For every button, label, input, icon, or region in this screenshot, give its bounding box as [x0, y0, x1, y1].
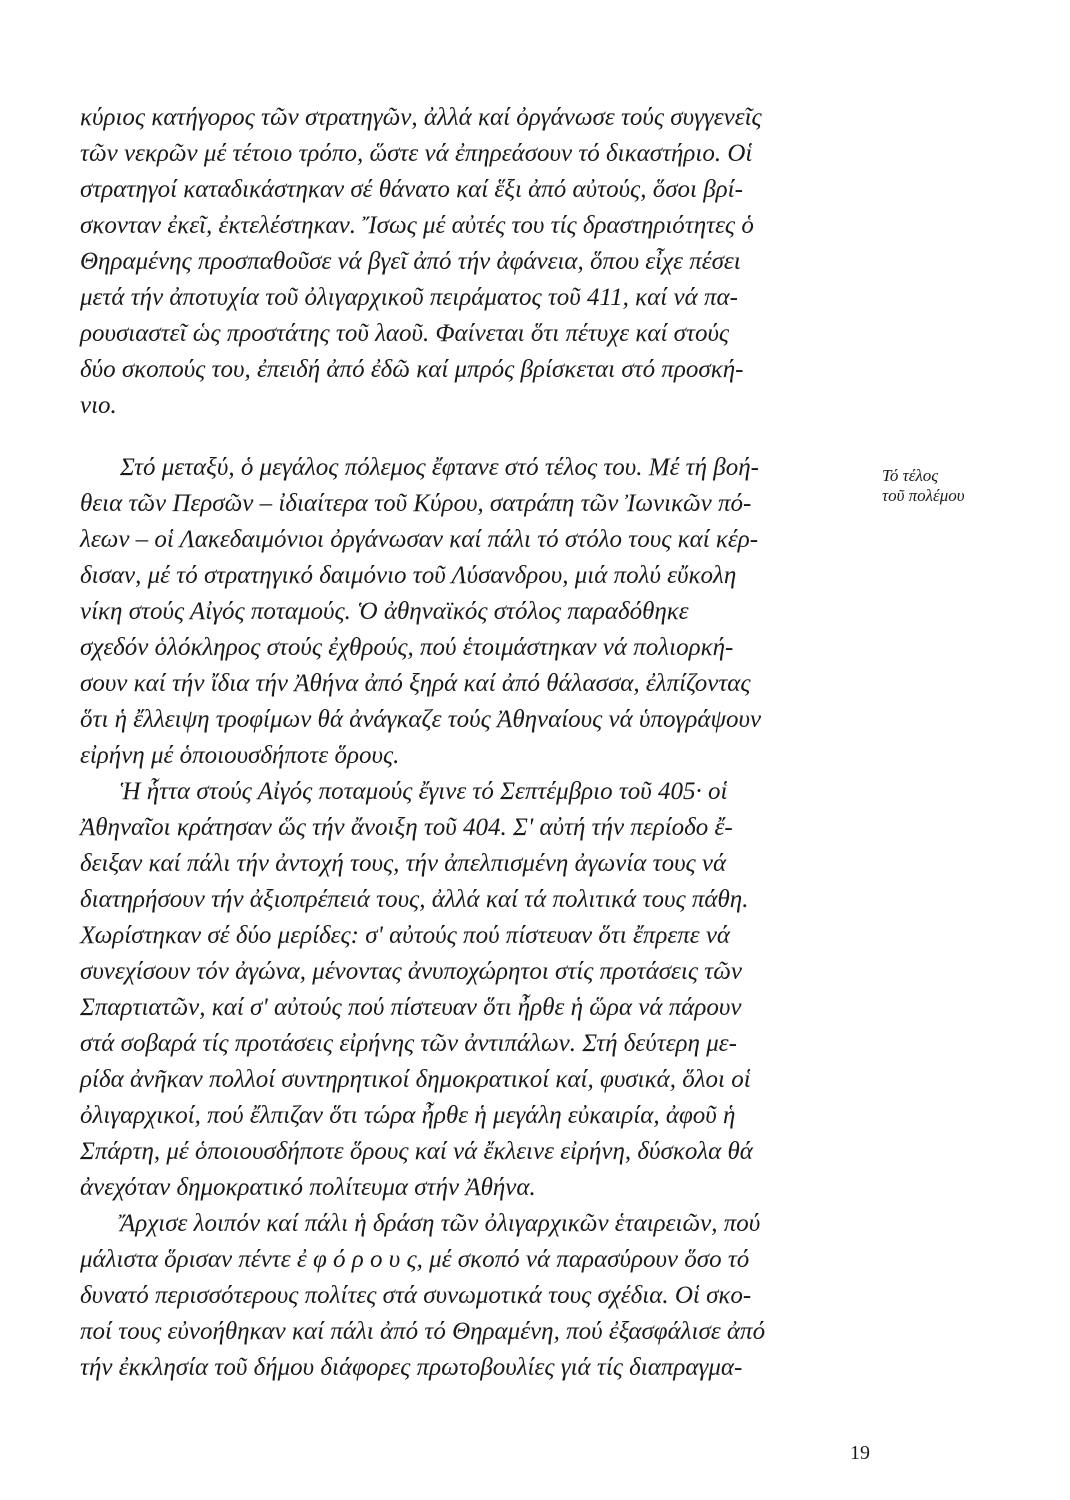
- text-line: σχεδόν ὁλόκληρος στούς ἐχθρούς, πού ἑτοιμάστηκαν νά πολιορκή-: [80, 634, 734, 661]
- text-line: θεια τῶν Περσῶν – ἰδιαίτερα τοῦ Κύρου, σατράπη τῶν Ἰωνικῶν πό-: [80, 490, 752, 517]
- text-line: Σπαρτιατῶν, καί σ' αὐτούς πού πίστευαν ὅτι ἦρθε ἡ ὥρα νά πάρουν: [80, 994, 742, 1021]
- text-line: Θηραμένης προσπαθοῦσε νά βγεῖ ἀπό τήν ἀφάνεια, ὅπου εἶχε πέσει: [80, 248, 741, 275]
- text-line: μάλιστα ὅρισαν πέντε ἐ φ ό ρ ο υ ς, μέ σκοπό νά παρασύρουν ὅσο τό: [80, 1246, 750, 1273]
- text-line: σουν καί τήν ἴδια τήν Ἀθήνα ἀπό ξηρά καί ἀπό θάλασσα, ἐλπίζοντας: [80, 670, 751, 697]
- text-line: Ἡ ἧττα στούς Αἰγός ποταμούς ἔγινε τό Σεπτέμβριο τοῦ 405· οἱ: [120, 778, 728, 805]
- text-line: συνεχίσουν τόν ἀγώνα, μένοντας ἀνυποχώρητοι στίς προτάσεις τῶν: [80, 958, 742, 985]
- text-line: εἰρήνη μέ ὁποιουσδήποτε ὅρους.: [80, 742, 400, 769]
- margin-note-line: Τό τέλος: [882, 466, 939, 485]
- text-line: μετά τήν ἀποτυχία τοῦ ὀλιγαρχικοῦ πειράματος τοῦ 411, καί νά πα-: [80, 284, 738, 311]
- text-line: τήν ἐκκλησία τοῦ δήμου διάφορες πρωτοβουλίες γιά τίς διαπραγμα-: [80, 1354, 743, 1381]
- text-line: ποί τους εὐνοήθηκαν καί πάλι ἀπό τό Θηραμένη, πού ἐξασφάλισε ἀπό: [80, 1318, 766, 1345]
- text-line: δύο σκοπούς του, ἐπειδή ἀπό ἐδῶ καί μπρός βρίσκεται στό προσκή-: [80, 356, 744, 383]
- text-line: τῶν νεκρῶν μέ τέτοιο τρόπο, ὥστε νά ἐπηρεάσουν τό δικαστήριο. Οἱ: [80, 140, 753, 167]
- text-line: ὀλιγαρχικοί, πού ἔλπιζαν ὅτι τώρα ἦρθε ἡ μεγάλη εὐκαιρία, ἀφοῦ ἡ: [80, 1102, 736, 1129]
- text-line: λεων – οἱ Λακεδαιμόνιοι ὀργάνωσαν καί πάλι τό στόλο τους καί κέρ-: [80, 526, 759, 553]
- text-line: νίκη στούς Αἰγός ποταμούς. Ὁ ἀθηναϊκός στόλος παραδόθηκε: [80, 598, 689, 625]
- text-line: κύριος κατήγορος τῶν στρατηγῶν, ἀλλά καί ὀργάνωσε τούς συγγενεῖς: [80, 104, 762, 131]
- text-line: ρουσιαστεῖ ὡς προστάτης τοῦ λαοῦ. Φαίνεται ὅτι πέτυχε καί στούς: [80, 320, 730, 347]
- text-line: νιο.: [80, 392, 117, 419]
- text-line: στρατηγοί καταδικάστηκαν σέ θάνατο καί ἕξι ἀπό αὐτούς, ὅσοι βρί-: [80, 176, 743, 203]
- main-text: [80, 100, 870, 1386]
- text-line: Σπάρτη, μέ ὁποιουσδήποτε ὅρους καί νά ἔκλεινε εἰρήνη, δύσκολα θά: [80, 1138, 753, 1165]
- text-line: δισαν, μέ τό στρατηγικό δαιμόνιο τοῦ Λύσανδρου, μιά πολύ εὔκολη: [80, 562, 737, 589]
- text-line: ὅτι ἡ ἔλλειψη τροφίμων θά ἀνάγκαζε τούς Ἀθηναίους νά ὑπογράψουν: [80, 706, 762, 733]
- text-line: Στό μεταξύ, ὁ μεγάλος πόλεμος ἔφτανε στό τέλος του. Μέ τή βοή-: [120, 454, 759, 481]
- margin-note: [882, 466, 1012, 506]
- page-number: 19: [850, 1442, 870, 1464]
- text-line: ρίδα ἀνῆκαν πολλοί συντηρητικοί δημοκρατικοί καί, φυσικά, ὅλοι οἱ: [80, 1066, 751, 1093]
- text-line: διατηρήσουν τήν ἀξιοπρέπειά τους, ἀλλά καί τά πολιτικά τους πάθη.: [80, 886, 749, 913]
- text-line: δυνατό περισσότερους πολίτες στά συνωμοτικά τους σχέδια. Οἱ σκο-: [80, 1282, 752, 1309]
- text-line: ἀνεχόταν δημοκρατικό πολίτευμα στήν Ἀθήνα.: [80, 1174, 536, 1201]
- text-line: σκονταν ἐκεῖ, ἐκτελέστηκαν. Ἴσως μέ αὐτές του τίς δραστηριότητες ὁ: [80, 212, 754, 239]
- margin-note-line: τοῦ πολέμου: [882, 486, 965, 505]
- text-line: Ἀθηναῖοι κράτησαν ὥς τήν ἄνοιξη τοῦ 404. Σ' αὐτή τήν περίοδο ἔ-: [80, 814, 733, 841]
- text-line: Χωρίστηκαν σέ δύο μερίδες: σ' αὐτούς πού πίστευαν ὅτι ἔπρεπε νά: [80, 922, 731, 949]
- paragraph-3: [80, 774, 870, 1206]
- paragraph-2: [80, 450, 870, 774]
- paragraph-4: [80, 1206, 870, 1386]
- paragraph-1: [80, 100, 870, 424]
- text-line: δειξαν καί πάλι τήν ἀντοχή τους, τήν ἀπελπισμένη ἀγωνία τους νά: [80, 850, 727, 877]
- text-line: στά σοβαρά τίς προτάσεις εἰρήνης τῶν ἀντιπάλων. Στή δεύτερη με-: [80, 1030, 737, 1057]
- text-line: Ἄρχισε λοιπόν καί πάλι ἡ δράση τῶν ὀλιγαρχικῶν ἑταιρειῶν, πού: [120, 1210, 761, 1237]
